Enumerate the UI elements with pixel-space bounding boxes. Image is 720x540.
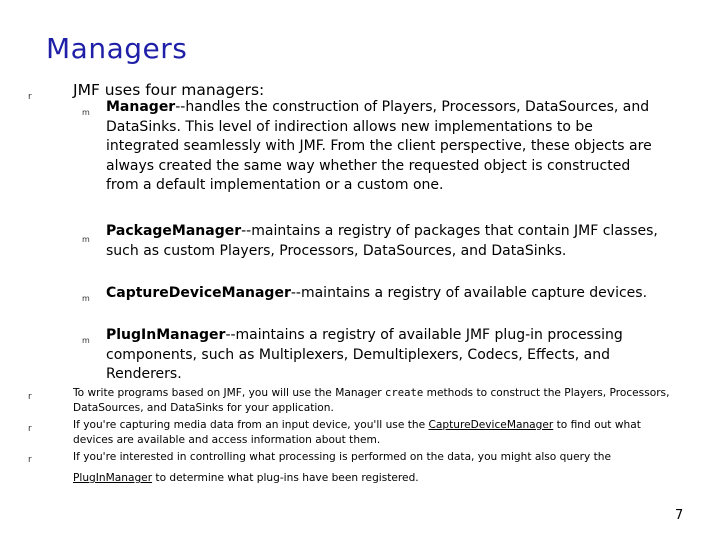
note-text: If you're interested in controlling what processing is performed on the data, you might also query the [73,451,611,463]
bullet-marker: r [28,92,32,102]
manager-description: maintains a registry of packages that contain JMF classes, such as custom Players, Processors, DataSources, and DataSinks. [106,223,658,259]
manager-description: handles the construction of Players, Processors, DataSources, and DataSinks. This level of indirection allows new implementations to be integrated seamlessly with JMF. From the client perspective, these objects are always created the same way whether the requested object is constructed from a default implementation or a custom one. [106,99,652,193]
manager-separator: -- [290,285,301,301]
sub-bullet-marker: m [82,294,90,303]
page-title: Managers [46,32,188,65]
manager-name: Manager [106,99,176,115]
page-number: 7 [675,508,684,523]
manager-separator: -- [175,99,186,115]
capturedevicemanager-link[interactable]: CaptureDeviceManager [428,419,554,431]
note-text: If you're capturing media data from an input device, you'll use the [73,419,429,431]
bullet-marker: r [28,455,32,465]
manager-separator: -- [225,327,236,343]
bullet-marker: r [28,392,32,402]
manager-separator: -- [241,223,252,239]
sub-bullet-marker: m [82,336,90,345]
note-item [73,450,683,465]
manager-item [106,222,666,261]
pluginmanager-link[interactable]: PlugInManager [73,472,153,484]
bullet-marker: r [28,424,32,434]
manager-description: maintains a registry of available capture devices. [300,285,648,301]
note-item [73,418,683,447]
note-text: to determine what plug-ins have been registered. [152,472,419,484]
note-continuation [73,471,683,486]
sub-bullet-marker: m [82,235,90,244]
manager-name: PlugInManager [106,327,226,343]
note-text: methods to construct the Players, Processors, DataSources, and DataSinks for your application. [73,387,670,414]
note-item [73,386,683,415]
sub-bullet-marker: m [82,108,90,117]
manager-name: CaptureDeviceManager [106,285,291,301]
manager-description: maintains a registry of available JMF plug-in processing components, such as Multiplexers, Demultiplexers, Codecs, Effects, and Renderers. [106,327,623,382]
manager-item [106,284,666,304]
code-keyword: create [385,387,424,399]
manager-name: PackageManager [106,223,242,239]
note-text: to find out what devices are available and access information about them. [73,419,641,446]
note-text: To write programs based on JMF, you will use the Manager [73,387,385,399]
manager-item [106,326,666,385]
intro-text: JMF uses four managers: [73,81,265,99]
manager-item [106,98,666,196]
